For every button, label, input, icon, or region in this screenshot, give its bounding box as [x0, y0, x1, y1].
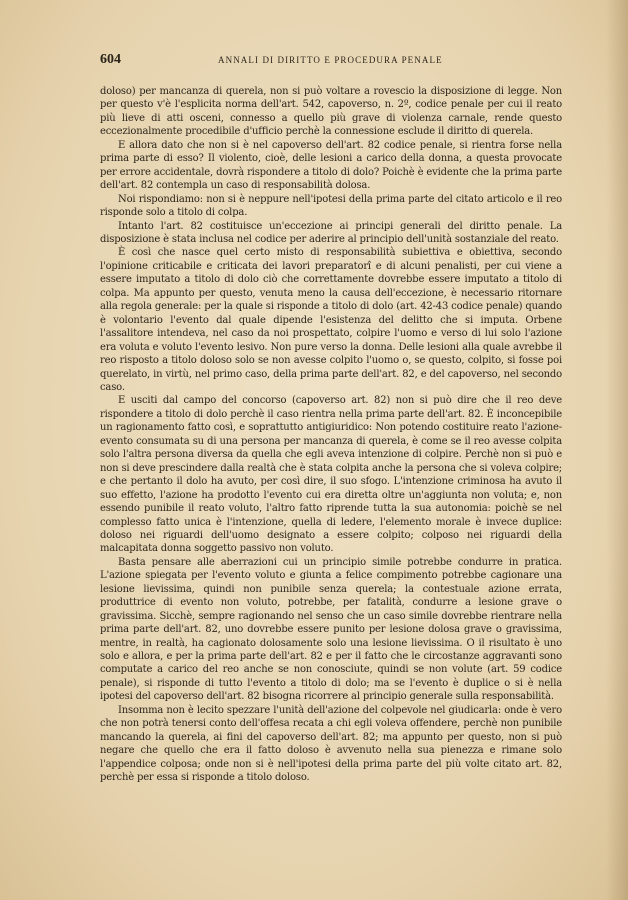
paragraph: Basta pensare alle aberrazioni cui un principio simile potrebbe condurre in pratica. L'azione spiegata per l'evento voluto e giunta a felice compimento potrebbe cagionare una lesione lievissima, quindi non punibile senza querela; la contestuale azione errata, produttrice di evento non voluto, potrebbe, per fatalità, condurre a lesione grave o gravissima. Sicchè, sempre ragionando nel senso che un caso simile dovrebbe rientrare nella prima parte dell'art. 82, uno dovrebbe essere punito per lesione dolosa grave o gravissima, mentre, in realtà, ha cagionato dolosamente solo una lesione lievissima. O il risultato è uno solo e allora, e per la prima parte dell'art. 82 e per il fatto che le circostanze aggravanti sono computate a carico del reo anche se non conosciute, quindi se non volute (art. 59 codice penale), si risponde di tutto l'evento a titolo di dolo; ma se l'evento è duplice o si è nella ipotesi del capoverso dell'art. 82 bisogna ricorrere al principio generale sulla responsabilità.	[100, 556, 562, 703]
paragraph: E usciti dal campo del concorso (capoverso art. 82) non si può dire che il reo deve rispondere a titolo di dolo perchè il caso rientra nella prima parte dell'art. 82. È inconcepibile un ragionamento fatto così, e soprattutto antigiuridico: Non potendo costituire reato l'azione-evento consumata su di una persona per mancanza di querela, è come se il reo avesse colpita solo l'altra persona diversa da quella che egli aveva intenzione di colpire. Perchè non si può e non si deve prescindere dalla realtà che è stata colpita anche la persona che si voleva colpire; e che pertanto il dolo ha avuto, per così dire, il suo sfogo. L'intenzione criminosa ha avuto il suo effetto, l'azione ha prodotto l'evento cui era diretta oltre un'aggiunta non voluta; e, non essendo punibile il reato voluto, l'altro fatto riprende tutta la sua autonomia: poichè se nel complesso fatto unica è l'intenzione, quella di ledere, l'elemento morale è invece duplice: doloso nei riguardi dell'uomo designato a essere colpito; colposo nei riguardi della malcapitata donna soggetto passivo non voluto.	[100, 395, 562, 555]
page	[100, 52, 562, 785]
page-header	[100, 52, 562, 68]
running-head: ANNALI DI DIRITTO E PROCEDURA PENALE	[218, 55, 443, 65]
page-number: 604	[100, 52, 121, 67]
paragraph: doloso) per mancanza di querela, non si può voltare a rovescio la disposizione di legge. Non per questo v'è l'esplicita norma dell'art. 542, capoverso, n. 2º, codice penale per cui il reato più lieve di atti osceni, connesso a quello più grave di violenza carnale, rende questo eccezionalmente procedibile d'ufficio perchè la connessione esclude il diritto di querela.	[100, 86, 562, 138]
paragraph: È così che nasce quel certo misto di responsabilità subiettiva e obiettiva, secondo l'opinione criticabile e criticata dei lavori preparatorî e di alcuni penalisti, per cui viene a essere imputato a titolo di dolo ciò che correttamente dovrebbe essere imputato a titolo di colpa. Ma appunto per questo, venuta meno la causa dell'eccezione, è necessario ritornare alla regola generale: per la quale si risponde a titolo di dolo (art. 42-43 codice penale) quando è volontario l'evento dal quale dipende l'esistenza del delitto che si imputa. Orbene l'assalitore intendeva, nel caso da noi prospettato, colpire l'uomo e verso di lui solo l'azione era voluta e voluto l'evento lesivo. Non pure verso la donna. Delle lesioni alla quale avrebbe il reo risposto a titolo doloso solo se non avesse colpito l'uomo o, se questo, colpito, si fosse poi querelato, in virtù, nel primo caso, della prima parte dell'art. 82, e del capoverso, nel secondo caso.	[100, 247, 562, 393]
paragraph: Noi rispondiamo: non si è neppure nell'ipotesi della prima parte del citato articolo e il reo risponde solo a titolo di colpa.	[100, 193, 562, 219]
paragraph: Insomma non è lecito spezzare l'unità dell'azione del colpevole nel giudicarla: onde è vero che non potrà tenersi conto dell'offesa recata a chi egli voleva offendere, perchè non punibile mancando la querela, ai fini del capoverso dell'art. 82; ma appunto per questo, non si può negare che quello che era il fatto doloso è avvenuto nella sua pienezza e rimane solo l'appendice colposa; onde non si è nell'ipotesi della prima parte del più volte citato art. 82, perchè per essa si risponde a titolo doloso.	[100, 704, 562, 784]
paragraph: E allora dato che non si è nel capoverso dell'art. 82 codice penale, si rientra forse nella prima parte di esso? Il violento, cioè, delle lesioni a carico della donna, a questa provocate per errore accidentale, dovrà rispondere a titolo di dolo? Poichè è evidente che la prima parte dell'art. 82 contempla un caso di responsabilità dolosa.	[100, 139, 562, 192]
page-edge-shadow	[606, 0, 628, 900]
paragraph: Intanto l'art. 82 costituisce un'eccezione ai principi generali del diritto penale. La disposizione è stata inclusa nel codice per aderire al principio dell'unità sostanziale del reato.	[100, 220, 562, 245]
body-text	[100, 85, 562, 785]
